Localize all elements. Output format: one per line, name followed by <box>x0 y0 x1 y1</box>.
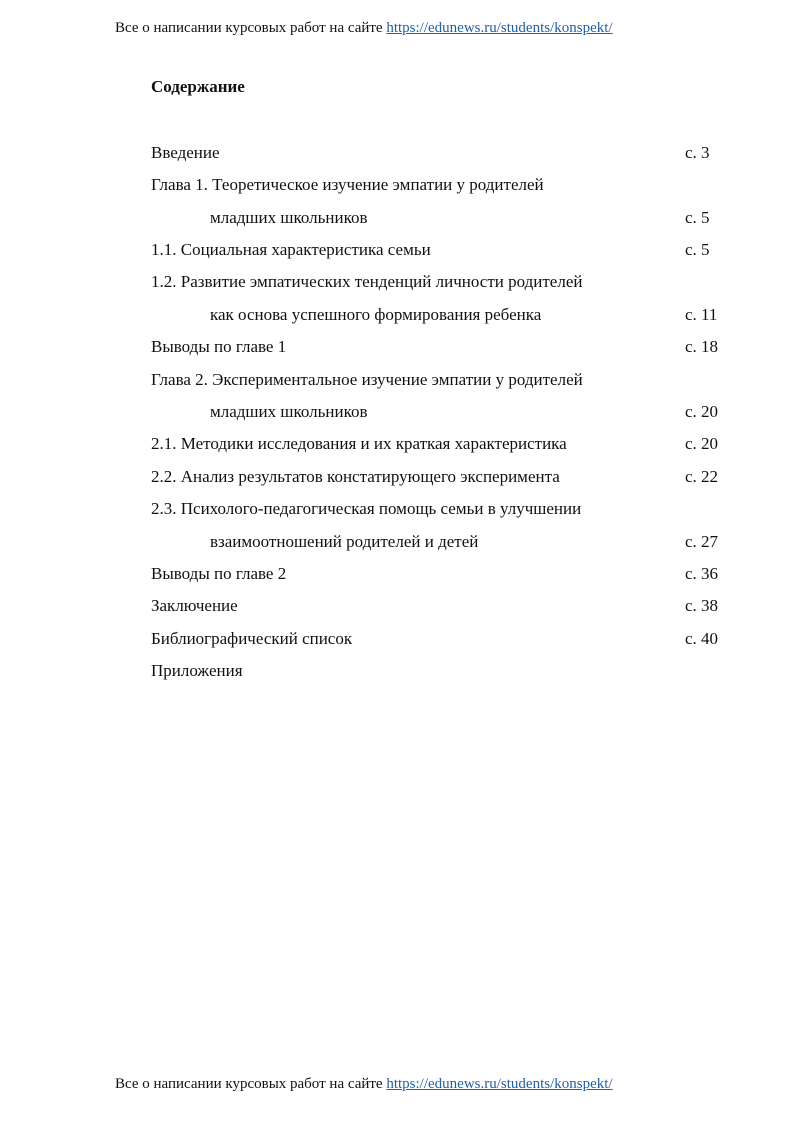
toc-entry-page: с. 36 <box>685 564 719 583</box>
toc-entry-label: как основа успешного формирования ребенка <box>210 305 542 324</box>
toc-entry-chapter-1[interactable] <box>0 173 800 197</box>
toc-entry-section-2-1[interactable] <box>0 432 800 456</box>
footer-link[interactable]: https://edunews.ru/students/konspekt/ <box>386 1076 613 1092</box>
toc-entry-label: младших школьников <box>210 208 368 227</box>
toc-entry-page: с. 27 <box>685 532 719 551</box>
toc-entry-chapter-2-continuation[interactable] <box>0 400 800 424</box>
footer-caption: Все о написании курсовых работ на сайте <box>115 1076 387 1092</box>
header-link[interactable]: https://edunews.ru/students/konspekt/ <box>386 20 613 36</box>
toc-entry-section-2-3-continuation[interactable] <box>0 530 800 554</box>
toc-entry-chapter-2[interactable] <box>0 368 800 392</box>
toc-title: Содержание <box>151 77 245 96</box>
toc-entry-chapter-1-continuation[interactable] <box>0 206 800 230</box>
header-caption: Все о написании курсовых работ на сайте <box>115 20 387 36</box>
toc-entry-label: Библиографический список <box>151 629 353 648</box>
toc-entry-label: взаимоотношений родителей и детей <box>210 532 479 551</box>
toc-entry-introduction[interactable] <box>0 141 800 165</box>
toc-entry-label: Приложения <box>151 661 243 680</box>
toc-entry-label: 1.1. Социальная характеристика семьи <box>151 240 431 259</box>
toc-entry-page: с. 22 <box>685 467 719 486</box>
toc-entry-label: Введение <box>151 143 220 162</box>
toc-entry-page: с. 38 <box>685 596 719 615</box>
toc-entry-label: 2.2. Анализ результатов констатирующего эксперимента <box>151 467 560 486</box>
toc-entry-label: 1.2. Развитие эмпатических тенденций личности родителей <box>151 272 583 291</box>
toc-entry-conclusions-2[interactable] <box>0 562 800 586</box>
toc-entry-section-2-2[interactable] <box>0 465 800 489</box>
toc-entry-conclusions-1[interactable] <box>0 335 800 359</box>
toc-entry-conclusion[interactable] <box>0 594 800 618</box>
toc-entry-page: с. 20 <box>685 402 719 421</box>
toc-entry-page: с. 20 <box>685 434 719 453</box>
toc-entry-label: Выводы по главе 1 <box>151 337 287 356</box>
toc-entry-label: Выводы по главе 2 <box>151 564 287 583</box>
toc-entry-appendices[interactable] <box>0 659 800 683</box>
footer-text <box>115 1074 613 1094</box>
toc-entry-section-2-3[interactable] <box>0 497 800 521</box>
toc-entry-page: с. 5 <box>685 208 710 227</box>
toc-entry-bibliography[interactable] <box>0 627 800 651</box>
toc-entry-page: с. 5 <box>685 240 710 259</box>
toc-entry-label: Заключение <box>151 596 238 615</box>
toc-entry-label: 2.3. Психолого-педагогическая помощь семьи в улучшении <box>151 499 582 518</box>
toc-entry-page: с. 18 <box>685 337 719 356</box>
toc-entry-section-1-2-continuation[interactable] <box>0 303 800 327</box>
toc-entry-section-1-2[interactable] <box>0 270 800 294</box>
toc-entry-label: 2.1. Методики исследования и их краткая характеристика <box>151 434 567 453</box>
toc-entry-label: младших школьников <box>210 402 368 421</box>
page-footer <box>0 1074 800 1094</box>
toc-entry-label: Глава 2. Экспериментальное изучение эмпатии у родителей <box>151 370 583 389</box>
toc-entry-page: с. 3 <box>685 143 710 162</box>
toc-entry-page: с. 40 <box>685 629 719 648</box>
toc-entry-section-1-1[interactable] <box>0 238 800 262</box>
toc-entry-label: Глава 1. Теоретическое изучение эмпатии у родителей <box>151 175 544 194</box>
toc-entry-page: с. 11 <box>685 305 718 324</box>
